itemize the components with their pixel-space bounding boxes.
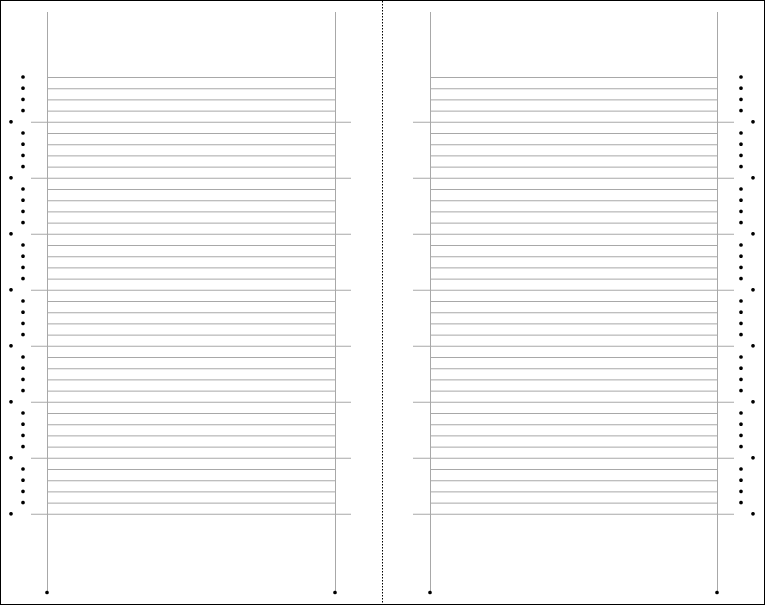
binding-hole-dot [739, 277, 743, 281]
binding-hole-dot [21, 333, 25, 337]
binding-hole-dot [21, 355, 25, 359]
binding-hole-dot [9, 288, 13, 292]
binding-hole-dot [21, 501, 25, 505]
binding-hole-dot [9, 456, 13, 460]
margin-end-dot [45, 591, 49, 595]
binding-hole-dot [739, 154, 743, 158]
binding-hole-dot [739, 333, 743, 337]
binding-hole-dot [739, 366, 743, 370]
binding-hole-dot [9, 344, 13, 348]
binding-hole-dot [21, 266, 25, 270]
binding-hole-dot [21, 389, 25, 393]
binding-hole-dot [739, 165, 743, 169]
binding-hole-dot [21, 154, 25, 158]
binding-hole-dot [21, 187, 25, 191]
binding-hole-dot [739, 389, 743, 393]
binding-hole-dot [739, 322, 743, 326]
binding-hole-dot [21, 490, 25, 494]
binding-hole-dot [21, 165, 25, 169]
binding-hole-dot [21, 366, 25, 370]
binding-hole-dot [21, 131, 25, 135]
binding-hole-dot [21, 478, 25, 482]
binding-hole-dot [739, 478, 743, 482]
binding-hole-dot [739, 109, 743, 113]
binding-hole-dot [21, 277, 25, 281]
binding-hole-dot [21, 210, 25, 214]
binding-hole-dot [21, 221, 25, 225]
binding-hole-dot [21, 422, 25, 426]
binding-hole-dot [21, 243, 25, 247]
binding-hole-dot [751, 120, 755, 124]
binding-hole-dot [751, 400, 755, 404]
binding-hole-dot [739, 198, 743, 202]
binding-hole-dot [751, 288, 755, 292]
binding-hole-dot [739, 266, 743, 270]
binding-hole-dot [9, 512, 13, 516]
binding-hole-dot [739, 490, 743, 494]
binding-hole-dot [739, 210, 743, 214]
binding-hole-dot [739, 142, 743, 146]
binding-hole-dot [21, 109, 25, 113]
binding-hole-dot [21, 299, 25, 303]
binding-hole-dot [739, 467, 743, 471]
binding-hole-dot [739, 187, 743, 191]
binding-hole-dot [21, 378, 25, 382]
binding-hole-dot [751, 512, 755, 516]
binding-hole-dot [739, 434, 743, 438]
binding-hole-dot [739, 131, 743, 135]
binding-hole-dot [21, 445, 25, 449]
binding-hole-dot [739, 501, 743, 505]
binding-hole-dot [9, 120, 13, 124]
binding-hole-dot [739, 299, 743, 303]
margin-end-dot [428, 591, 432, 595]
binding-hole-dot [21, 411, 25, 415]
binding-hole-dot [21, 86, 25, 90]
binding-hole-dot [739, 254, 743, 258]
binding-hole-dot [21, 434, 25, 438]
margin-end-dot [333, 591, 337, 595]
binding-hole-dot [21, 98, 25, 102]
binding-hole-dot [739, 243, 743, 247]
binding-hole-dot [9, 232, 13, 236]
binding-hole-dot [739, 86, 743, 90]
binding-hole-dot [739, 445, 743, 449]
binding-hole-dot [751, 456, 755, 460]
binding-hole-dot [751, 232, 755, 236]
binding-hole-dot [739, 310, 743, 314]
binding-hole-dot [9, 400, 13, 404]
binding-hole-dot [739, 355, 743, 359]
binding-hole-dot [21, 310, 25, 314]
binding-hole-dot [751, 176, 755, 180]
binding-hole-dot [21, 254, 25, 258]
binding-hole-dot [21, 322, 25, 326]
binding-hole-dot [21, 467, 25, 471]
binding-hole-dot [739, 221, 743, 225]
binding-hole-dot [739, 98, 743, 102]
binding-hole-dot [739, 422, 743, 426]
binding-hole-dot [9, 176, 13, 180]
binding-hole-dot [21, 198, 25, 202]
binding-hole-dot [21, 142, 25, 146]
margin-end-dot [715, 591, 719, 595]
binding-hole-dot [21, 75, 25, 79]
binding-hole-dot [751, 344, 755, 348]
binding-hole-dot [739, 411, 743, 415]
binding-hole-dot [739, 378, 743, 382]
binding-hole-dot [739, 75, 743, 79]
